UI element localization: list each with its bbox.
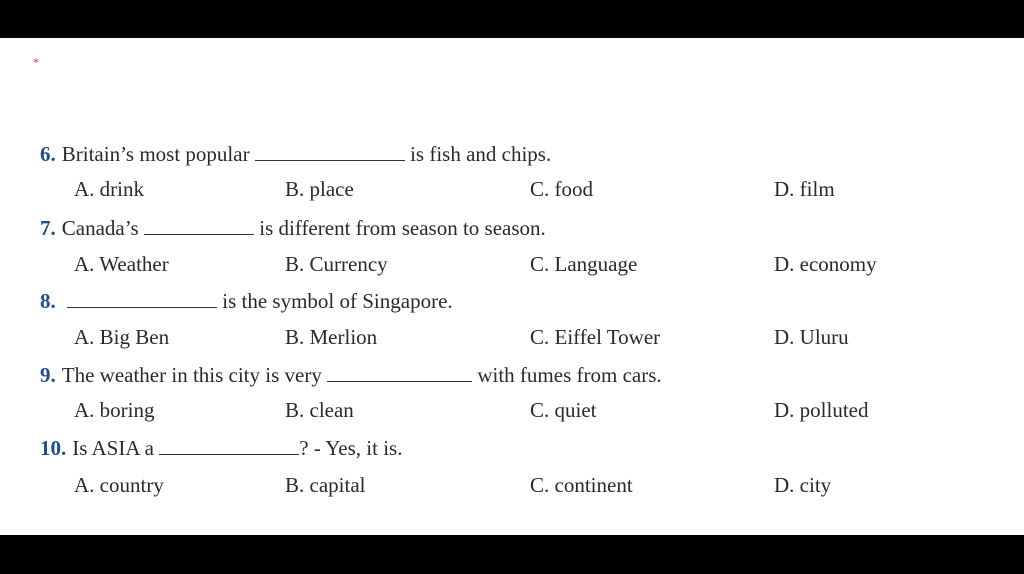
option-d: D. polluted	[774, 398, 869, 422]
option-a: A. drink	[74, 177, 144, 201]
option-a: A. country	[74, 473, 164, 497]
question-9	[40, 362, 662, 388]
answer-blank	[255, 142, 405, 161]
question-7	[40, 215, 546, 241]
question-number: 8.	[40, 289, 56, 313]
question-text-before: Britain’s most popular	[61, 142, 250, 166]
answer-blank	[159, 436, 299, 455]
asterisk-marker: *	[33, 55, 39, 69]
answer-blank	[67, 289, 217, 308]
question-text-after: is fish and chips.	[410, 142, 552, 166]
question-8	[40, 288, 453, 314]
answer-blank	[144, 216, 254, 235]
option-b: B. Merlion	[285, 325, 378, 349]
option-d: D. economy	[774, 252, 877, 276]
question-text-after: ? - Yes, it is.	[299, 436, 403, 460]
option-a: A. boring	[74, 398, 155, 422]
option-d: D. film	[774, 177, 835, 201]
option-c: C. Eiffel Tower	[530, 325, 661, 349]
question-6	[40, 141, 551, 167]
question-number: 10.	[40, 436, 67, 460]
option-b: B. capital	[285, 473, 366, 497]
option-b: B. clean	[285, 398, 354, 422]
option-b: B. place	[285, 177, 354, 201]
answer-blank	[327, 363, 472, 382]
question-text-after: is different from season to season.	[259, 216, 546, 240]
question-text-after: with fumes from cars.	[477, 363, 662, 387]
option-b: B. Currency	[285, 252, 388, 276]
question-text-after: is the symbol of Singapore.	[222, 289, 453, 313]
option-c: C. food	[530, 177, 593, 201]
option-c: C. continent	[530, 473, 633, 497]
option-c: C. Language	[530, 252, 638, 276]
question-number: 7.	[40, 216, 56, 240]
question-text-before: The weather in this city is very	[61, 363, 322, 387]
question-text-before: Canada’s	[61, 216, 139, 240]
option-a: A. Weather	[74, 252, 169, 276]
question-text-before: Is ASIA a	[72, 436, 154, 460]
option-a: A. Big Ben	[74, 325, 170, 349]
question-number: 9.	[40, 363, 56, 387]
option-d: D. Uluru	[774, 325, 849, 349]
question-10	[40, 435, 402, 461]
question-number: 6.	[40, 142, 56, 166]
option-d: D. city	[774, 473, 832, 497]
option-c: C. quiet	[530, 398, 597, 422]
worksheet	[0, 38, 1024, 535]
